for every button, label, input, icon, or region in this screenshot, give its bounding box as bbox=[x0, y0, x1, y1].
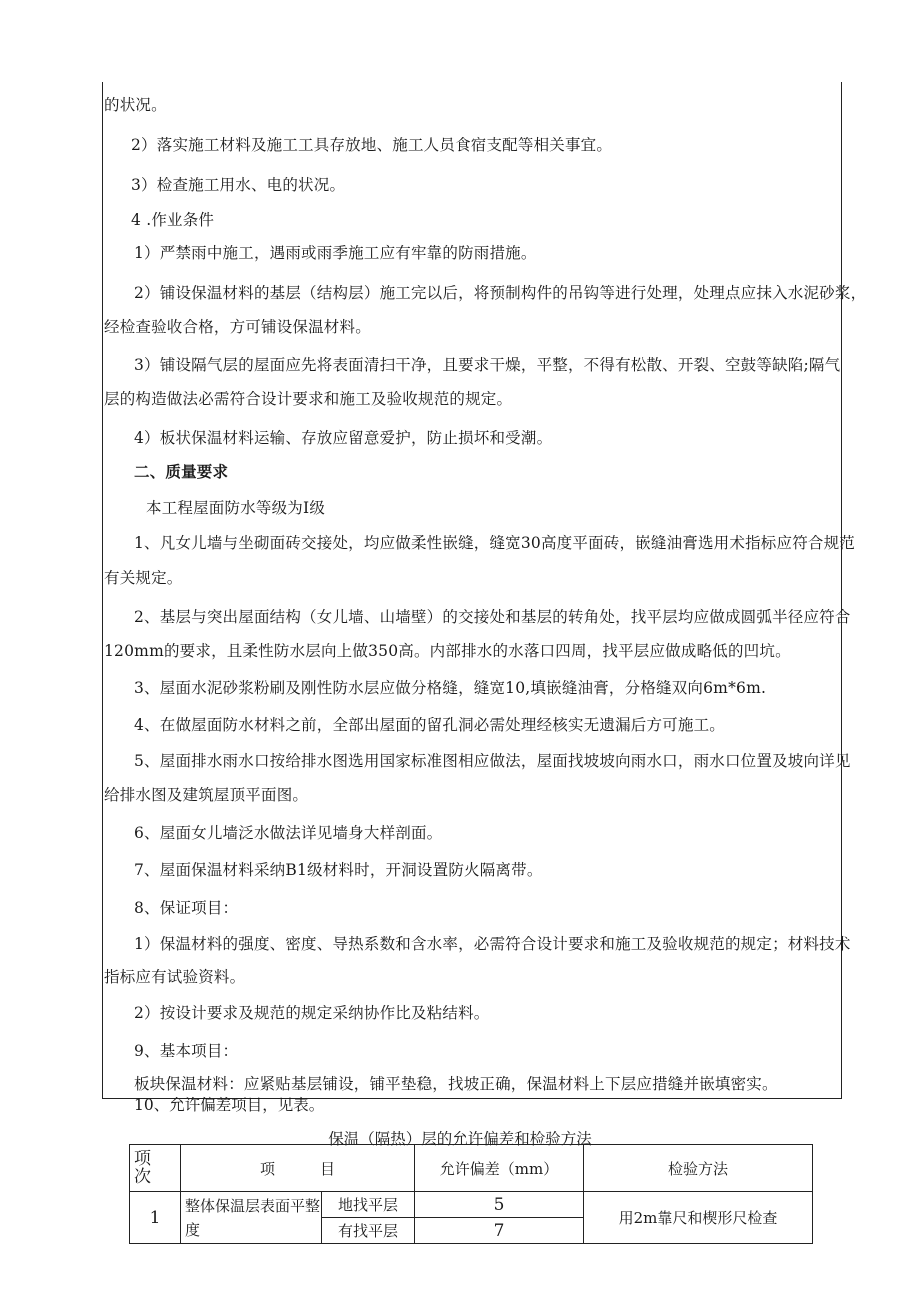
text-line: 经检查验收合格，方可铺设保温材料。 bbox=[104, 318, 371, 336]
header-method: 检验方法 bbox=[584, 1145, 813, 1192]
text-line: 本工程屋面防水等级为I级 bbox=[146, 499, 326, 517]
text-line: 7、屋面保温材料采纳B1级材料时，开洞设置防火隔离带。 bbox=[134, 861, 543, 879]
text-line: 有关规定。 bbox=[104, 569, 183, 587]
header-tolerance: 允许偏差（mm） bbox=[415, 1145, 584, 1192]
text-line: 1）保温材料的强度、密度、导热系数和含水率，必需符合设计要求和施工及验收规范的规定；材料技术 bbox=[134, 935, 851, 953]
text-line: 2）落实施工材料及施工工具存放地、施工人员食宿支配等相关事宜。 bbox=[131, 136, 613, 154]
row-tolerance-value: 7 bbox=[415, 1218, 584, 1244]
row-method: 用2m靠尺和楔形尺检查 bbox=[584, 1192, 813, 1244]
text-line: 板块保温材料：应紧贴基层铺设，铺平垫稳，找坡正确，保温材料上下层应措缝并嵌填密实。 bbox=[134, 1075, 778, 1093]
text-line: 120mm的要求，且柔性防水层向上做350高。内部排水的水落口四周，找平层应做成略低的凹坑。 bbox=[104, 642, 791, 660]
text-line: 的状况。 bbox=[104, 96, 167, 114]
row-no: 1 bbox=[130, 1192, 181, 1244]
tolerance-table bbox=[129, 1144, 813, 1244]
text-line: 2）按设计要求及规范的规定采纳协作比及粘结料。 bbox=[134, 1004, 490, 1022]
text-line: 给排水图及建筑屋顶平面图。 bbox=[104, 786, 309, 804]
row-item: 整体保温层表面平整度 bbox=[181, 1192, 322, 1244]
header-item-no: 项 次 bbox=[130, 1145, 181, 1192]
text-line: 4、在做屋面防水材料之前，全部出屋面的留孔洞必需处理经核实无遗漏后方可施工。 bbox=[134, 716, 725, 734]
section-heading: 二、质量要求 bbox=[134, 462, 229, 481]
text-line: 4）板状保温材料运输、存放应留意爱护，防止损坏和受潮。 bbox=[134, 429, 553, 447]
text-line: 8、保证项目： bbox=[134, 899, 239, 917]
table-row bbox=[130, 1192, 813, 1218]
text-line: 2、基层与突出屋面结构（女儿墙、山墙壁）的交接处和基层的转角处，找平层均应做成圆弧半径应符合 bbox=[134, 608, 851, 626]
text-line: 4 .作业条件 bbox=[131, 211, 215, 229]
text-line: 指标应有试验资料。 bbox=[104, 968, 246, 986]
table-caption: 保温（隔热）层的允许偏差和检验方法 bbox=[328, 1130, 592, 1148]
row-sub-item: 地找平层 bbox=[322, 1192, 415, 1218]
table-reference-note: 10、允许偏差项目，见表。 bbox=[134, 1096, 325, 1114]
table-header-row bbox=[130, 1145, 813, 1192]
text-line: 3）检查施工用水、电的状况。 bbox=[131, 176, 346, 194]
text-line: 1、凡女儿墙与坐砌面砖交接处，均应做柔性嵌缝，缝宽30高度平面砖，嵌缝油膏选用术指标应符合规范 bbox=[134, 534, 855, 552]
text-line: 3、屋面水泥砂浆粉刷及刚性防水层应做分格缝，缝宽10,填嵌缝油膏，分格缝双向6m*6m. bbox=[134, 679, 767, 697]
text-line: 9、基本项目： bbox=[134, 1042, 239, 1060]
row-sub-item: 有找平层 bbox=[322, 1218, 415, 1244]
row-tolerance-value: 5 bbox=[415, 1192, 584, 1218]
text-line: 5、屋面排水雨水口按给排水图选用国家标准图相应做法，屋面找坡坡向雨水口，雨水口位置及坡向详见 bbox=[134, 752, 851, 770]
text-line: 6、屋面女儿墙泛水做法详见墙身大样剖面。 bbox=[134, 824, 443, 842]
text-line: 层的构造做法必需符合设计要求和施工及验收规范的规定。 bbox=[104, 390, 513, 408]
text-line: 3）铺设隔气层的屋面应先将表面清扫干净，且要求干燥，平整，不得有松散、开裂、空鼓等缺陷;隔气 bbox=[134, 356, 841, 374]
text-line: 2）铺设保温材料的基层（结构层）施工完以后，将预制构件的吊钩等进行处理，处理点应抹入水泥砂浆， bbox=[134, 284, 867, 302]
header-item: 项 目 bbox=[181, 1145, 415, 1192]
text-line: 1）严禁雨中施工，遇雨或雨季施工应有牢靠的防雨措施。 bbox=[134, 244, 537, 262]
